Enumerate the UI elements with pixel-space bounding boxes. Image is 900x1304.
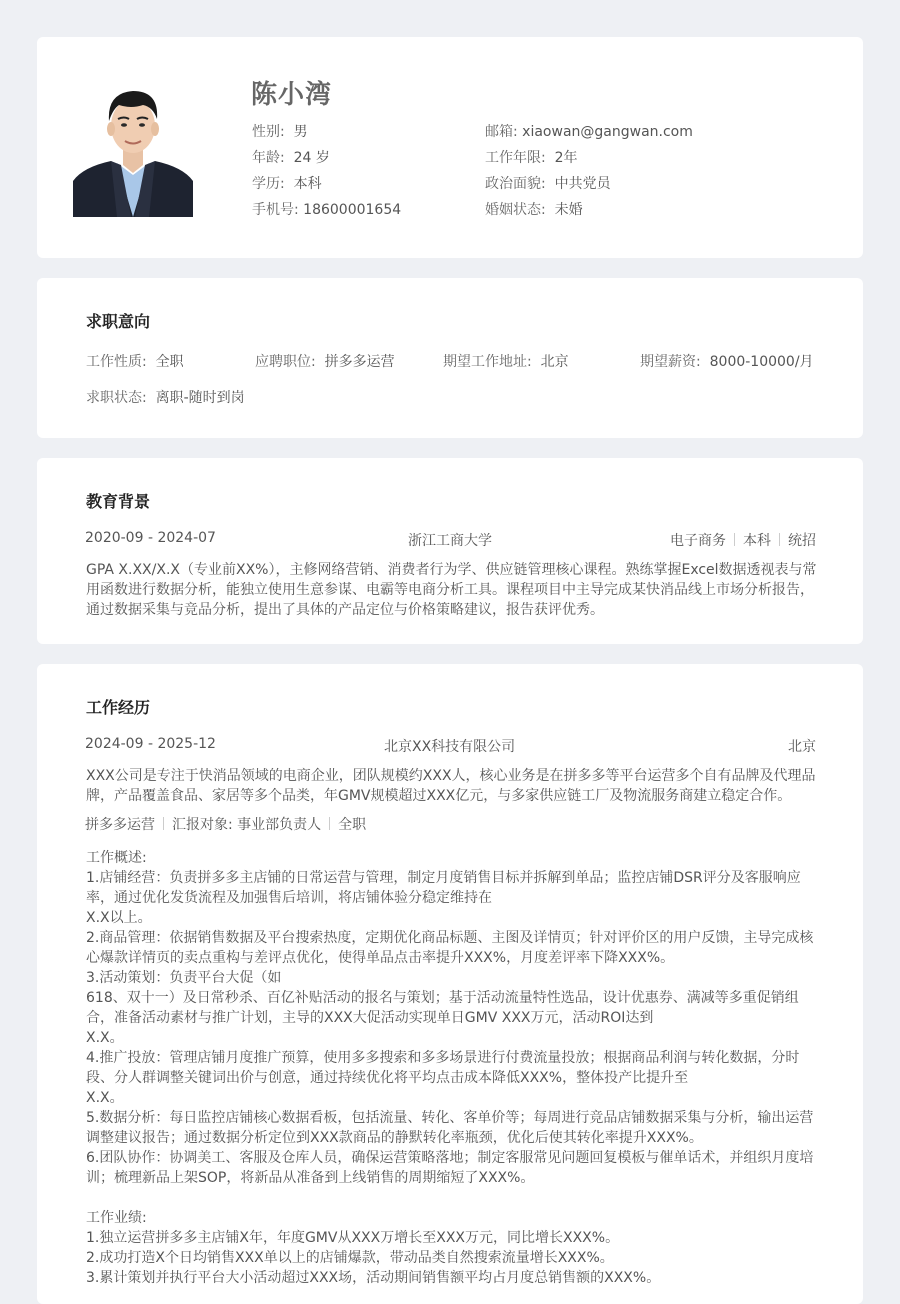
job-salary-value: 8000-10000/月 — [709, 354, 814, 370]
age-label: 年龄: — [252, 150, 285, 166]
degree: 本科 — [743, 533, 771, 549]
work-line: 2.商品管理：依据销售数据及平台搜索热度，定期优化商品标题、主图及详情页；针对评价区的用户反馈，主导完成核 — [86, 930, 814, 946]
gender-value: 男 — [293, 124, 308, 140]
education-card — [37, 458, 863, 644]
education-value: 本科 — [293, 176, 322, 192]
job-type — [86, 351, 184, 371]
job-type-value: 全职 — [155, 354, 184, 370]
major: 电子商务 — [670, 533, 726, 549]
school-name: 浙江工商大学 — [408, 533, 492, 549]
work-line: 工作概述: — [86, 850, 147, 866]
job-type-label: 工作性质: — [86, 354, 147, 370]
education-description: GPA X.XX/X.X（专业前XX%），主修网络营销、消费者行为学、供应链管理核心课程。熟练掌握Excel数据透视表与常用函数进行数据分析，能独立使用生意参谋、电霸等电商分析工具。课程项目中主导完成某快消品线上市场分析报告，通过数据采集与竞品分析，提出了具体的产品定位与价格策略建议，报告获评优秀。 — [86, 562, 817, 618]
work-period: 2024-09 - 2025-12 — [85, 736, 216, 752]
work-line: 6.团队协作：协调美工、客服及仓库人员，确保运营策略落地；制定客服常见问题回复模板与催单话术，并组织月度培 — [86, 1150, 814, 1166]
work-line: 3.活动策划：负责平台大促（如 — [86, 970, 282, 986]
work-line: 1.店铺经营：负责拼多多主店铺的日常运营与管理，制定月度销售目标并拆解到单品；监控店铺DSR评分及客服响应 — [86, 870, 801, 886]
work-line: 5.数据分析：每日监控店铺核心数据看板，包括流量、转化、客单价等；每周进行竞品店铺数据采集与分析，输出运营 — [86, 1110, 814, 1126]
marital-row — [485, 199, 583, 219]
years-label: 工作年限: — [485, 150, 546, 166]
tag-divider — [329, 817, 330, 830]
work-line: 训；梳理新品上架SOP，将新品从准备到上线销售的周期缩短了XXX%。 — [86, 1170, 535, 1186]
phone-row — [252, 199, 401, 219]
work-line: X.X以上。 — [86, 910, 152, 926]
job-position-value: 拼多多运营 — [324, 354, 395, 370]
work-line: 调整建议报告；通过数据分析定位到XXX款商品的静默转化率瓶颈，优化后使其转化率提升XXX%。 — [86, 1130, 703, 1146]
avatar — [73, 81, 193, 217]
gender-label: 性别: — [252, 124, 285, 140]
work-report-to: 汇报对象: 事业部负责人 — [172, 817, 322, 833]
email-value[interactable]: xiaowan@gangwan.com — [522, 124, 693, 140]
candidate-name: 陈小湾 — [251, 80, 333, 110]
work-line: 心爆款详情页的卖点重构与差评点优化，使得单品点击率提升XXX%，月度差评率下降XXX%。 — [86, 950, 675, 966]
section-title-education: 教育背景 — [86, 492, 151, 511]
work-line: 工作业绩: — [86, 1210, 147, 1226]
work-line: 率，通过优化发货流程及加强售后培训，将店铺体验分稳定维持在 — [86, 890, 492, 906]
work-city: 北京 — [788, 739, 816, 755]
company-name: 北京XX科技有限公司 — [384, 739, 516, 755]
study-mode: 统招 — [788, 533, 816, 549]
work-line: X.X。 — [86, 1090, 124, 1106]
work-details — [86, 848, 826, 1288]
education-row — [252, 173, 322, 193]
work-type: 全职 — [338, 817, 367, 833]
work-line: 1.独立运营拼多多主店铺X年，年度GMV从XXX万增长至XXX万元，同比增长XXX%。 — [86, 1230, 620, 1246]
profile-card — [37, 37, 863, 258]
work-line: 合，准备活动素材与推广计划，主导的XXX大促活动实现单日GMV XXX万元，活动ROI达到 — [86, 1010, 654, 1026]
job-intent-card — [37, 278, 863, 438]
work-line — [86, 1188, 826, 1208]
work-line: 4.推广投放：管理店铺月度推广预算，使用多多搜索和多多场景进行付费流量投放；根据商品利润与转化数据，分时 — [86, 1050, 800, 1066]
tag-divider — [734, 533, 735, 546]
age-row — [252, 147, 330, 167]
education-period: 2020-09 - 2024-07 — [85, 530, 216, 546]
work-line: 段、分人群调整关键词出价与创意，通过持续优化将平均点击成本降低XXX%，整体投产比提升至 — [86, 1070, 689, 1086]
work-line: X.X。 — [86, 1030, 124, 1046]
years-value: 2年 — [554, 150, 578, 166]
political-value: 中共党员 — [554, 176, 611, 192]
email-row — [485, 121, 693, 141]
job-position-label: 应聘职位: — [255, 354, 316, 370]
work-line: 618、双十一）及日常秒杀、百亿补贴活动的报名与策划；基于活动流量特性选品，设计优惠券、满减等多重促销组 — [86, 990, 799, 1006]
marital-value: 未婚 — [554, 202, 583, 218]
email-label: 邮箱: — [485, 124, 518, 140]
education-label: 学历: — [252, 176, 285, 192]
section-title-work: 工作经历 — [86, 698, 151, 717]
job-salary-label: 期望薪资: — [640, 354, 701, 370]
political-label: 政治面貌: — [485, 176, 546, 192]
phone-value[interactable]: 18600001654 — [303, 202, 402, 218]
work-line: 2.成功打造X个日均销售XXX单以上的店铺爆款，带动品类自然搜索流量增长XXX%。 — [86, 1250, 614, 1266]
job-status-value: 离职-随时到岗 — [155, 390, 245, 406]
job-location — [443, 351, 569, 371]
education-tags — [670, 530, 816, 550]
political-row — [485, 173, 611, 193]
job-status — [86, 387, 245, 407]
tag-divider — [779, 533, 780, 546]
job-location-value: 北京 — [540, 354, 569, 370]
phone-label: 手机号: — [252, 202, 299, 218]
work-line: 3.累计策划并执行平台大小活动超过XXX场，活动期间销售额平均占月度总销售额的XXX%。 — [86, 1270, 661, 1286]
section-title-intent: 求职意向 — [86, 312, 151, 331]
job-position — [255, 351, 395, 371]
work-experience-card — [37, 664, 863, 1304]
years-row — [485, 147, 578, 167]
job-location-label: 期望工作地址: — [443, 354, 532, 370]
age-value: 24 岁 — [293, 150, 330, 166]
marital-label: 婚姻状态: — [485, 202, 546, 218]
job-salary — [640, 351, 814, 371]
job-status-label: 求职状态: — [86, 390, 147, 406]
work-tags — [85, 814, 366, 834]
portrait-photo — [73, 81, 193, 217]
tag-divider — [163, 817, 164, 830]
work-role: 拼多多运营 — [85, 817, 155, 833]
gender-row — [252, 121, 308, 141]
company-intro: XXX公司是专注于快消品领域的电商企业，团队规模约XXX人，核心业务是在拼多多等平台运营多个自有品牌及代理品牌，产品覆盖食品、家居等多个品类，年GMV规模超过XXX亿元，与多家供应链工厂及物流服务商建立稳定合作。 — [86, 768, 816, 804]
